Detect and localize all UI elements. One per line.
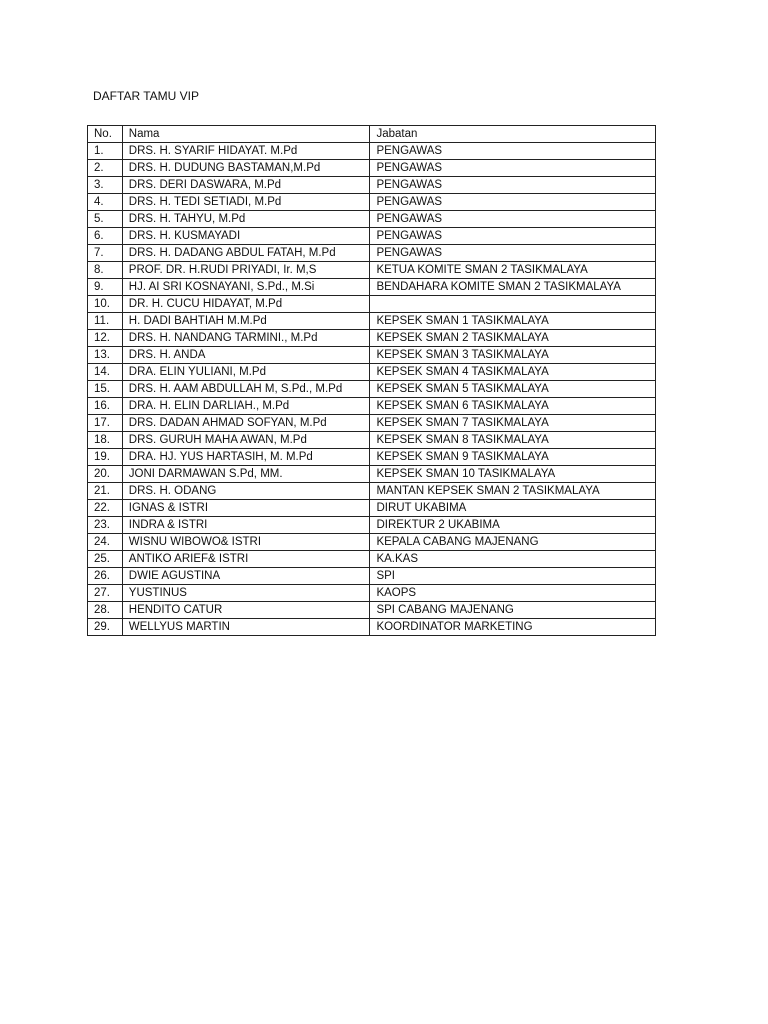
- table-row: [88, 568, 656, 585]
- table-row: [88, 296, 656, 313]
- cell-no: 3.: [88, 177, 123, 194]
- cell-no: 17.: [88, 415, 123, 432]
- cell-name: DRS. H. AAM ABDULLAH M, S.Pd., M.Pd: [122, 381, 370, 398]
- column-header-name: Nama: [122, 126, 370, 143]
- cell-name: WISNU WIBOWO& ISTRI: [122, 534, 370, 551]
- cell-no: 19.: [88, 449, 123, 466]
- table-row: [88, 143, 656, 160]
- table-row: [88, 534, 656, 551]
- table-row: [88, 619, 656, 636]
- table-row: [88, 313, 656, 330]
- cell-role: MANTAN KEPSEK SMAN 2 TASIKMALAYA: [370, 483, 656, 500]
- cell-name: JONI DARMAWAN S.Pd, MM.: [122, 466, 370, 483]
- table-row: [88, 262, 656, 279]
- cell-role: KEPSEK SMAN 2 TASIKMALAYA: [370, 330, 656, 347]
- cell-role: KEPSEK SMAN 1 TASIKMALAYA: [370, 313, 656, 330]
- cell-no: 9.: [88, 279, 123, 296]
- cell-name: HJ. AI SRI KOSNAYANI, S.Pd., M.Si: [122, 279, 370, 296]
- cell-name: DR. H. CUCU HIDAYAT, M.Pd: [122, 296, 370, 313]
- cell-name: DRS. GURUH MAHA AWAN, M.Pd: [122, 432, 370, 449]
- column-header-no: No.: [88, 126, 123, 143]
- cell-no: 21.: [88, 483, 123, 500]
- table-row: [88, 483, 656, 500]
- table-row: [88, 330, 656, 347]
- cell-name: DWIE AGUSTINA: [122, 568, 370, 585]
- cell-role: [370, 296, 656, 313]
- cell-no: 13.: [88, 347, 123, 364]
- cell-name: INDRA & ISTRI: [122, 517, 370, 534]
- cell-role: DIRUT UKABIMA: [370, 500, 656, 517]
- cell-no: 4.: [88, 194, 123, 211]
- guest-table: [87, 125, 656, 636]
- cell-no: 28.: [88, 602, 123, 619]
- cell-name: H. DADI BAHTIAH M.M.Pd: [122, 313, 370, 330]
- table-row: [88, 245, 656, 262]
- cell-role: KEPSEK SMAN 7 TASIKMALAYA: [370, 415, 656, 432]
- table-row: [88, 517, 656, 534]
- cell-no: 12.: [88, 330, 123, 347]
- table-body: [88, 143, 656, 636]
- cell-role: PENGAWAS: [370, 160, 656, 177]
- cell-name: YUSTINUS: [122, 585, 370, 602]
- cell-name: DRS. H. TAHYU, M.Pd: [122, 211, 370, 228]
- cell-name: DRS. H. ODANG: [122, 483, 370, 500]
- table-header-row: [88, 126, 656, 143]
- cell-role: KEPALA CABANG MAJENANG: [370, 534, 656, 551]
- cell-role: KEPSEK SMAN 6 TASIKMALAYA: [370, 398, 656, 415]
- cell-name: DRS. H. DUDUNG BASTAMAN,M.Pd: [122, 160, 370, 177]
- table-row: [88, 585, 656, 602]
- cell-role: KAOPS: [370, 585, 656, 602]
- table-row: [88, 500, 656, 517]
- cell-role: PENGAWAS: [370, 143, 656, 160]
- cell-name: WELLYUS MARTIN: [122, 619, 370, 636]
- cell-name: DRA. H. ELIN DARLIAH., M.Pd: [122, 398, 370, 415]
- cell-no: 23.: [88, 517, 123, 534]
- table-row: [88, 432, 656, 449]
- cell-name: DRS. H. NANDANG TARMINI., M.Pd: [122, 330, 370, 347]
- cell-no: 25.: [88, 551, 123, 568]
- cell-no: 20.: [88, 466, 123, 483]
- table-row: [88, 177, 656, 194]
- cell-role: SPI: [370, 568, 656, 585]
- table-row: [88, 398, 656, 415]
- cell-role: KEPSEK SMAN 8 TASIKMALAYA: [370, 432, 656, 449]
- cell-name: IGNAS & ISTRI: [122, 500, 370, 517]
- cell-role: PENGAWAS: [370, 245, 656, 262]
- cell-name: DRS. H. TEDI SETIADI, M.Pd: [122, 194, 370, 211]
- table-row: [88, 415, 656, 432]
- table-row: [88, 347, 656, 364]
- cell-no: 6.: [88, 228, 123, 245]
- cell-role: KEPSEK SMAN 9 TASIKMALAYA: [370, 449, 656, 466]
- cell-name: DRS. DADAN AHMAD SOFYAN, M.Pd: [122, 415, 370, 432]
- cell-no: 1.: [88, 143, 123, 160]
- cell-no: 16.: [88, 398, 123, 415]
- table-row: [88, 381, 656, 398]
- cell-role: KEPSEK SMAN 3 TASIKMALAYA: [370, 347, 656, 364]
- cell-no: 10.: [88, 296, 123, 313]
- cell-role: SPI CABANG MAJENANG: [370, 602, 656, 619]
- cell-no: 24.: [88, 534, 123, 551]
- cell-no: 26.: [88, 568, 123, 585]
- page-title: DAFTAR TAMU VIP: [93, 89, 200, 103]
- cell-role: PENGAWAS: [370, 211, 656, 228]
- table-row: [88, 160, 656, 177]
- cell-role: DIREKTUR 2 UKABIMA: [370, 517, 656, 534]
- cell-no: 5.: [88, 211, 123, 228]
- table-row: [88, 194, 656, 211]
- cell-role: KOORDINATOR MARKETING: [370, 619, 656, 636]
- cell-role: PENGAWAS: [370, 228, 656, 245]
- table-row: [88, 364, 656, 381]
- cell-name: DRS. H. DADANG ABDUL FATAH, M.Pd: [122, 245, 370, 262]
- cell-no: 2.: [88, 160, 123, 177]
- table-row: [88, 279, 656, 296]
- cell-name: DRS. DERI DASWARA, M.Pd: [122, 177, 370, 194]
- cell-role: BENDAHARA KOMITE SMAN 2 TASIKMALAYA: [370, 279, 656, 296]
- table-row: [88, 466, 656, 483]
- cell-name: DRS. H. KUSMAYADI: [122, 228, 370, 245]
- cell-name: DRA. HJ. YUS HARTASIH, M. M.Pd: [122, 449, 370, 466]
- cell-name: DRA. ELIN YULIANI, M.Pd: [122, 364, 370, 381]
- cell-no: 27.: [88, 585, 123, 602]
- table-row: [88, 211, 656, 228]
- cell-no: 14.: [88, 364, 123, 381]
- cell-role: KEPSEK SMAN 5 TASIKMALAYA: [370, 381, 656, 398]
- cell-role: KA.KAS: [370, 551, 656, 568]
- cell-no: 8.: [88, 262, 123, 279]
- cell-no: 11.: [88, 313, 123, 330]
- cell-role: KEPSEK SMAN 4 TASIKMALAYA: [370, 364, 656, 381]
- cell-no: 18.: [88, 432, 123, 449]
- cell-no: 15.: [88, 381, 123, 398]
- cell-role: KETUA KOMITE SMAN 2 TASIKMALAYA: [370, 262, 656, 279]
- table-row: [88, 228, 656, 245]
- table-row: [88, 551, 656, 568]
- cell-role: PENGAWAS: [370, 194, 656, 211]
- cell-name: DRS. H. SYARIF HIDAYAT. M.Pd: [122, 143, 370, 160]
- cell-name: HENDITO CATUR: [122, 602, 370, 619]
- cell-name: ANTIKO ARIEF& ISTRI: [122, 551, 370, 568]
- table-row: [88, 602, 656, 619]
- column-header-role: Jabatan: [370, 126, 656, 143]
- cell-no: 22.: [88, 500, 123, 517]
- cell-role: PENGAWAS: [370, 177, 656, 194]
- table-row: [88, 449, 656, 466]
- cell-no: 29.: [88, 619, 123, 636]
- cell-role: KEPSEK SMAN 10 TASIKMALAYA: [370, 466, 656, 483]
- cell-name: DRS. H. ANDA: [122, 347, 370, 364]
- cell-no: 7.: [88, 245, 123, 262]
- cell-name: PROF. DR. H.RUDI PRIYADI, Ir. M,S: [122, 262, 370, 279]
